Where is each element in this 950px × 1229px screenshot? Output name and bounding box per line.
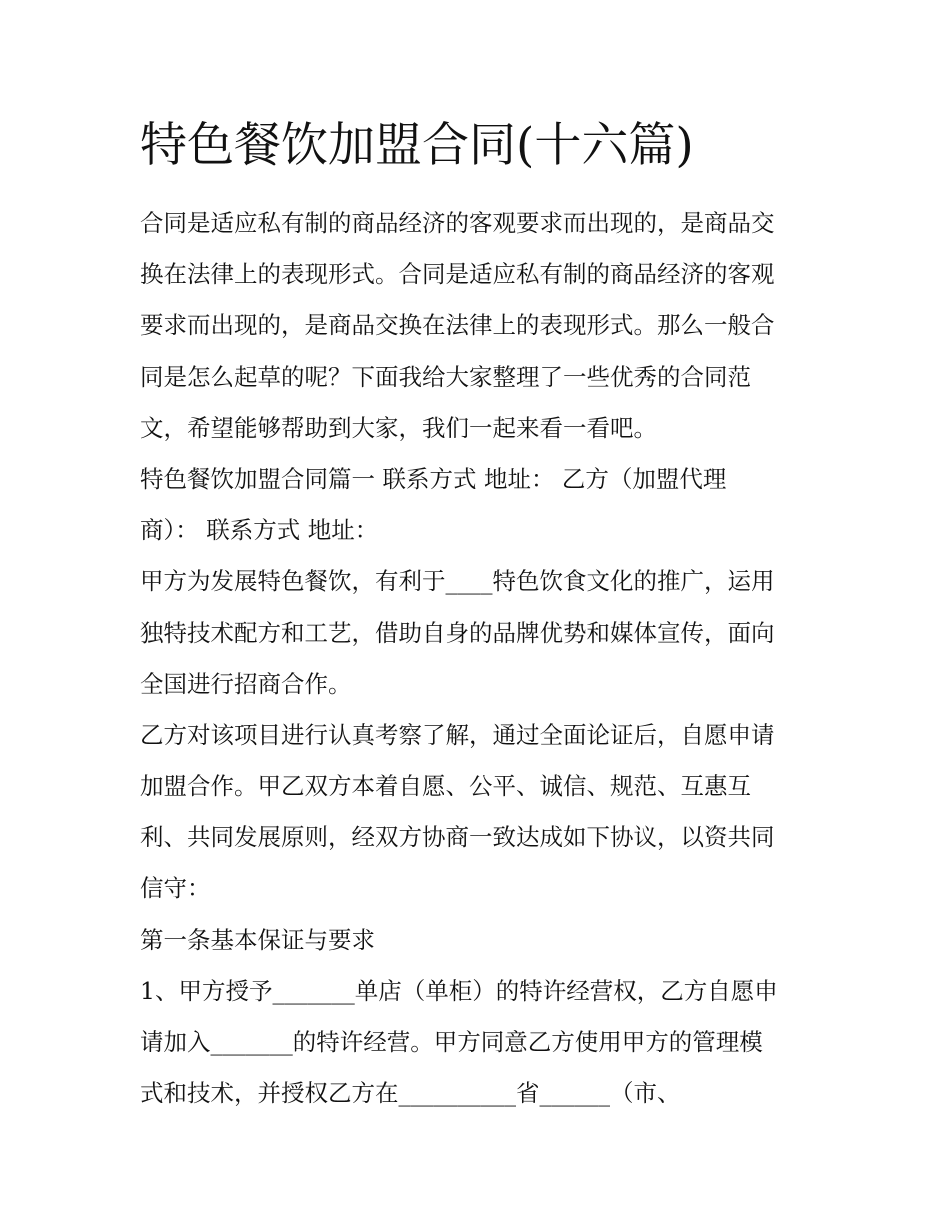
body-line: 合同是适应私有制的商品经济的客观要求而出现的，是商品交	[140, 209, 775, 237]
body-line: 加盟合作。甲乙双方本着自愿、公平、诚信、规范、互惠互	[140, 772, 751, 801]
body-line: 乙方对该项目进行认真考察了解，通过全面论证后，自愿申请	[140, 720, 775, 749]
body-line: 独特技术配方和工艺，借助自身的品牌优势和媒体宣传，面向	[140, 618, 775, 647]
body-line: 利、共同发展原则，经双方协商一致达成如下协议，以资共同	[140, 823, 775, 852]
body-line: 特色餐饮加盟合同篇一 联系方式 地址： 乙方（加盟代理	[140, 464, 727, 493]
body-line: 同是怎么起草的呢？下面我给大家整理了一些优秀的合同范	[140, 362, 751, 391]
body-line: 请加入_______的特许经营。甲方同意乙方使用甲方的管理模	[140, 1028, 763, 1056]
body-line: 式和技术，并授权乙方在__________省______（市、	[140, 1079, 681, 1108]
body-line: 商）： 联系方式 地址：	[140, 516, 379, 545]
body-line: 甲方为发展特色餐饮，有利于____特色饮食文化的推广，运用	[140, 567, 775, 596]
body-line: 换在法律上的表现形式。合同是适应私有制的商品经济的客观	[140, 260, 775, 289]
body-line: 全国进行招商合作。	[140, 669, 352, 698]
body-line: 要求而出现的，是商品交换在法律上的表现形式。那么一般合	[140, 311, 775, 340]
body-line: 文，希望能够帮助到大家，我们一起来看一看吧。	[140, 413, 657, 442]
body-line: 1、甲方授予_______单店（单柜）的特许经营权，乙方自愿申	[140, 976, 778, 1005]
section-heading: 第一条基本保证与要求	[140, 925, 375, 954]
body-line: 信守：	[140, 874, 211, 903]
document-title: 特色餐饮加盟合同(十六篇)	[140, 118, 694, 173]
document-body	[140, 198, 815, 1119]
